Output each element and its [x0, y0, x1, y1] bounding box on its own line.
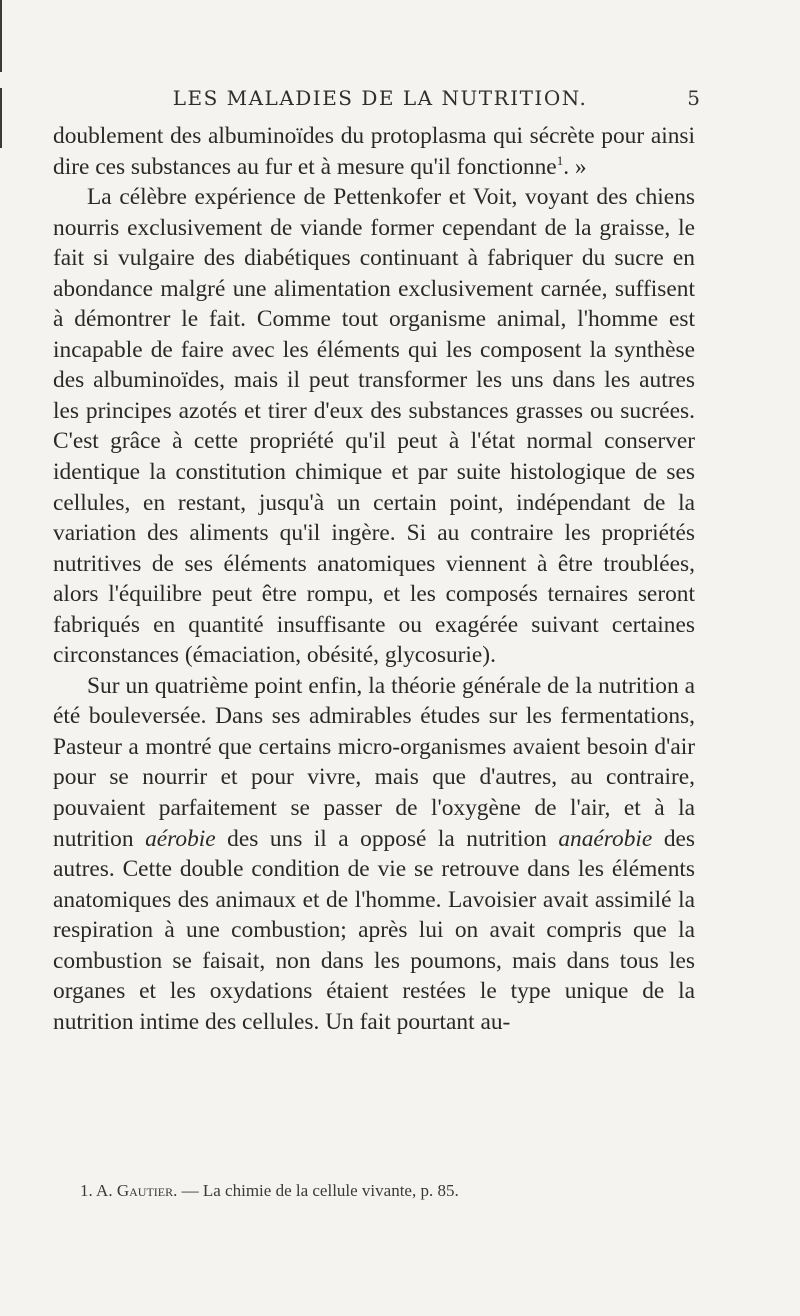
footnote-marker: 1. A.: [80, 1181, 113, 1200]
term-aerobie: aérobie: [145, 825, 216, 852]
running-head: [60, 86, 700, 116]
footnote: [80, 1181, 700, 1201]
paragraph-1-text: doublement des albuminoïdes du protoplasma qui sécrète pour ainsi dire ces substances au fur et à mesure qu'il fonctionne: [53, 123, 695, 180]
page-number: 5: [687, 86, 700, 110]
body-text: [53, 121, 695, 1037]
paragraph-3-part-a: Sur un quatrième point enfin, la théorie générale de la nutrition a été bouleversée. Dans ses admirables études sur les fermentations, Pasteur a montré que certains micro-organismes avaient besoin d'air pour se nourrir et pour vivre, mais que d'autres, au contraire, pouvaient parfaitement se passer de l'oxygène de l'air, et à la nutrition: [53, 672, 695, 852]
paragraph-3: [53, 671, 695, 1038]
paragraph-3-part-c: des autres. Cette double condition de vie se retrouve dans les éléments anatomiques des animaux et de l'homme. Lavoisier avait assimilé la respiration à une combustion; après lui on avait compris que la combustion se faisait, non dans les poumons, mais dans tous les organes et les oxydations étaient restées le type unique de la nutrition intime des cellules. Un fait pourtant au-: [53, 825, 695, 1035]
term-anaerobie: anaérobie: [558, 825, 653, 852]
paragraph-3-part-b: des uns il a opposé la nutrition: [215, 825, 559, 852]
footnote-reference: 1: [556, 152, 564, 168]
footnote-text: . — La chimie de la cellule vivante, p. 85.: [173, 1181, 459, 1200]
running-title: LES MALADIES DE LA NUTRITION.: [172, 86, 588, 110]
paragraph-1-tail: . »: [563, 153, 587, 180]
paragraph-1: [53, 121, 695, 182]
paragraph-2: La célèbre expérience de Pettenkofer et Voit, voyant des chiens nourris exclusivement de viande former cependant de la graisse, le fait si vulgaire des diabétiques continuant à fabriquer du sucre en abondance malgré une alimentation exclusivement carnée, suffisent à démontrer le fait. Comme tout organisme animal, l'homme est incapable de faire avec les éléments qui les composent la synthèse des albuminoïdes, mais il peut transformer les uns dans les autres les principes azotés et tirer d'eux des substances grasses ou sucrées. C'est grâce à cette propriété qu'il peut à l'état normal conserver identique la constitution chimique et par suite histologique de ses cellules, en restant, jusqu'à un certain point, indépendant de la variation des aliments qu'il ingère. Si au contraire les propriétés nutritives de ses éléments anatomiques viennent à être troublées, alors l'équilibre peut être rompu, et les composés ternaires seront fabriqués en quantité insuffisante ou exagérée suivant certaines circonstances (émaciation, obésité, glycosurie).: [53, 184, 695, 669]
footnote-author: Gautier: [116, 1181, 174, 1200]
